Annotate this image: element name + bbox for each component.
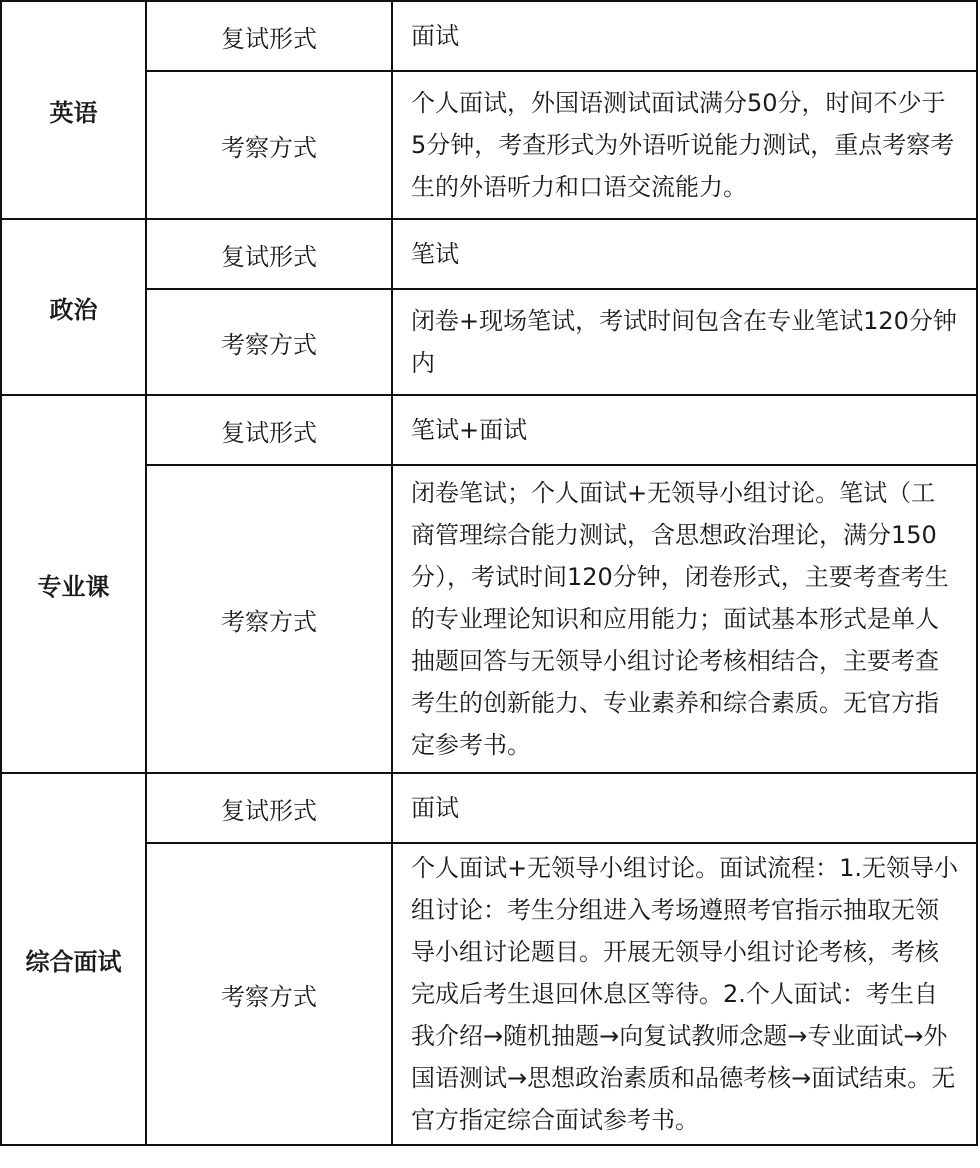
subject-cell: 综合面试 [1, 773, 146, 1145]
form-label-cell: 复试形式 [146, 1, 392, 71]
method-value-cell: 闭卷笔试；个人面试+无领导小组讨论。笔试（工商管理综合能力测试，含思想政治理论，满分150分），考试时间120分钟，闭卷形式，主要考查考生的专业理论知识和应用能力；面试基本形式是单人抽题回答与无领导小组讨论考核相结合，主要考查考生的创新能力、专业素养和综合素质。无官方指定参考书。 [392, 465, 977, 773]
table-row [1, 773, 977, 843]
table-row [1, 843, 977, 1145]
method-value-cell: 个人面试+无领导小组讨论。面试流程：1.无领导小组讨论：考生分组进入考场遵照考官指示抽取无领导小组讨论题目。开展无领导小组讨论考核，考核完成后考生退回休息区等待。2.个人面试：考生自我介绍→随机抽题→向复试教师念题→专业面试→外国语测试→思想政治素质和品德考核→面试结束。无官方指定综合面试参考书。 [392, 843, 977, 1145]
method-value-cell: 闭卷+现场笔试，考试时间包含在专业笔试120分钟内 [392, 289, 977, 395]
table-row [1, 465, 977, 773]
table-row [1, 289, 977, 395]
form-label-cell: 复试形式 [146, 219, 392, 289]
form-label-cell: 复试形式 [146, 773, 392, 843]
method-label-cell: 考察方式 [146, 71, 392, 219]
table-row [1, 219, 977, 289]
form-label-cell: 复试形式 [146, 395, 392, 465]
table-row [1, 71, 977, 219]
form-value-cell: 面试 [392, 1, 977, 71]
subject-cell: 政治 [1, 219, 146, 395]
method-value-cell: 个人面试，外国语测试面试满分50分，时间不少于5分钟，考查形式为外语听说能力测试，重点考察考生的外语听力和口语交流能力。 [392, 71, 977, 219]
subject-cell: 专业课 [1, 395, 146, 773]
form-value-cell: 面试 [392, 773, 977, 843]
table-row [1, 1, 977, 71]
form-value-cell: 笔试+面试 [392, 395, 977, 465]
form-value-cell: 笔试 [392, 219, 977, 289]
method-label-cell: 考察方式 [146, 289, 392, 395]
table-row [1, 395, 977, 465]
method-label-cell: 考察方式 [146, 465, 392, 773]
method-label-cell: 考察方式 [146, 843, 392, 1145]
subject-cell: 英语 [1, 1, 146, 219]
